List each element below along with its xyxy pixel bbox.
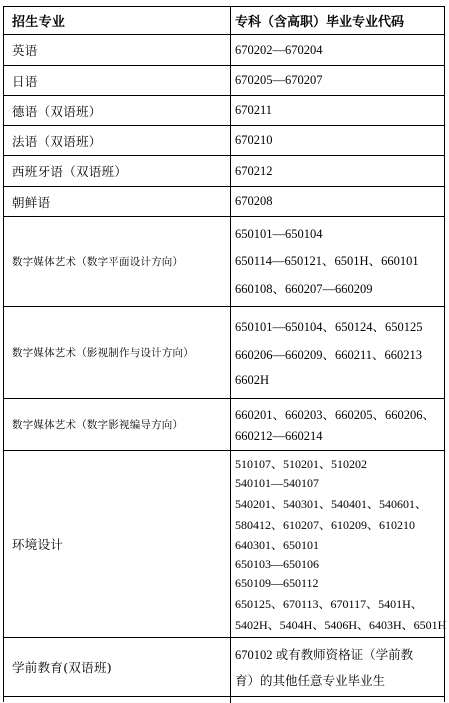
code-line: 5402H、5404H、5406H、6403H、6501H	[235, 618, 447, 633]
code-line: 660108、660207—660209	[235, 281, 373, 296]
major-name: 数字媒体艺术（数字影视编导方向）	[12, 419, 184, 431]
header-codes: 专科（含高职）毕业专业代码	[235, 15, 405, 30]
code-line: 670208	[235, 194, 273, 208]
code-line: 650125、670113、670117、5401H、	[235, 597, 423, 612]
code-line: 510107、510201、510202	[235, 456, 368, 471]
code-line: 育）的其他任意专业毕业生	[235, 673, 386, 688]
code-cell	[235, 187, 441, 216]
table-row	[4, 34, 444, 65]
code-cell	[235, 156, 441, 186]
code-line: 650109—650112	[235, 576, 319, 591]
major-name: 法语（双语班）	[12, 133, 102, 149]
table-row	[4, 637, 444, 697]
table-row	[4, 398, 444, 450]
code-line: 670102 或有教师资格证（学前教	[235, 648, 414, 663]
code-cell	[235, 399, 441, 450]
major-name: 英语	[12, 43, 38, 58]
major-name: 朝鲜语	[12, 194, 51, 210]
table-row	[4, 216, 444, 306]
code-line: 580412、610207、610209、610210	[235, 517, 416, 532]
code-cell	[235, 96, 441, 125]
code-line: 650103—650106	[235, 557, 319, 572]
code-line: 660212—660214	[235, 429, 323, 443]
major-name: 学前教育(双语班)	[12, 660, 112, 675]
code-line: 670210	[235, 133, 273, 147]
table-header-row	[4, 7, 444, 34]
code-cell	[235, 35, 441, 65]
major-name: 数字媒体艺术（数字平面设计方向）	[12, 256, 184, 268]
code-cell	[235, 451, 447, 637]
major-name: 德语（双语班）	[12, 103, 102, 119]
code-line: 640301、650101	[235, 538, 320, 553]
header-major: 招生专业	[12, 15, 66, 30]
table-row	[4, 450, 447, 637]
table-row	[4, 95, 444, 125]
major-name: 日语	[12, 73, 38, 89]
code-line: 540101—540107	[235, 475, 319, 490]
code-line: 660206—660209、660211、660213	[235, 348, 423, 362]
code-cell	[235, 638, 441, 696]
major-name: 西班牙语（双语班）	[12, 164, 128, 179]
code-line: 670205—670207	[235, 73, 323, 87]
code-cell	[235, 307, 441, 398]
code-line: 650114—650121、6501H、660101	[235, 254, 419, 268]
table-row	[4, 306, 444, 398]
code-line: 650101—650104	[235, 226, 323, 241]
code-cell	[235, 217, 441, 306]
code-line: 6602H	[235, 373, 270, 387]
code-line: 670212	[235, 163, 273, 178]
code-line: 670202—670204	[235, 42, 323, 57]
code-line: 670211	[235, 103, 273, 117]
code-cell	[235, 126, 441, 155]
code-line: 650101—650104、650124、650125	[235, 320, 423, 334]
code-cell	[235, 66, 441, 95]
major-name: 数字媒体艺术（影视制作与设计方向）	[12, 347, 194, 359]
major-code-table	[3, 6, 445, 702]
table-row	[4, 155, 444, 186]
table-row	[4, 186, 444, 216]
code-line: 660201、660203、660205、660206、	[235, 408, 436, 422]
table-row	[4, 125, 444, 155]
code-line: 540201、540301、540401、540601、	[235, 496, 428, 511]
table-row	[4, 65, 444, 95]
major-name: 环境设计	[12, 537, 64, 552]
